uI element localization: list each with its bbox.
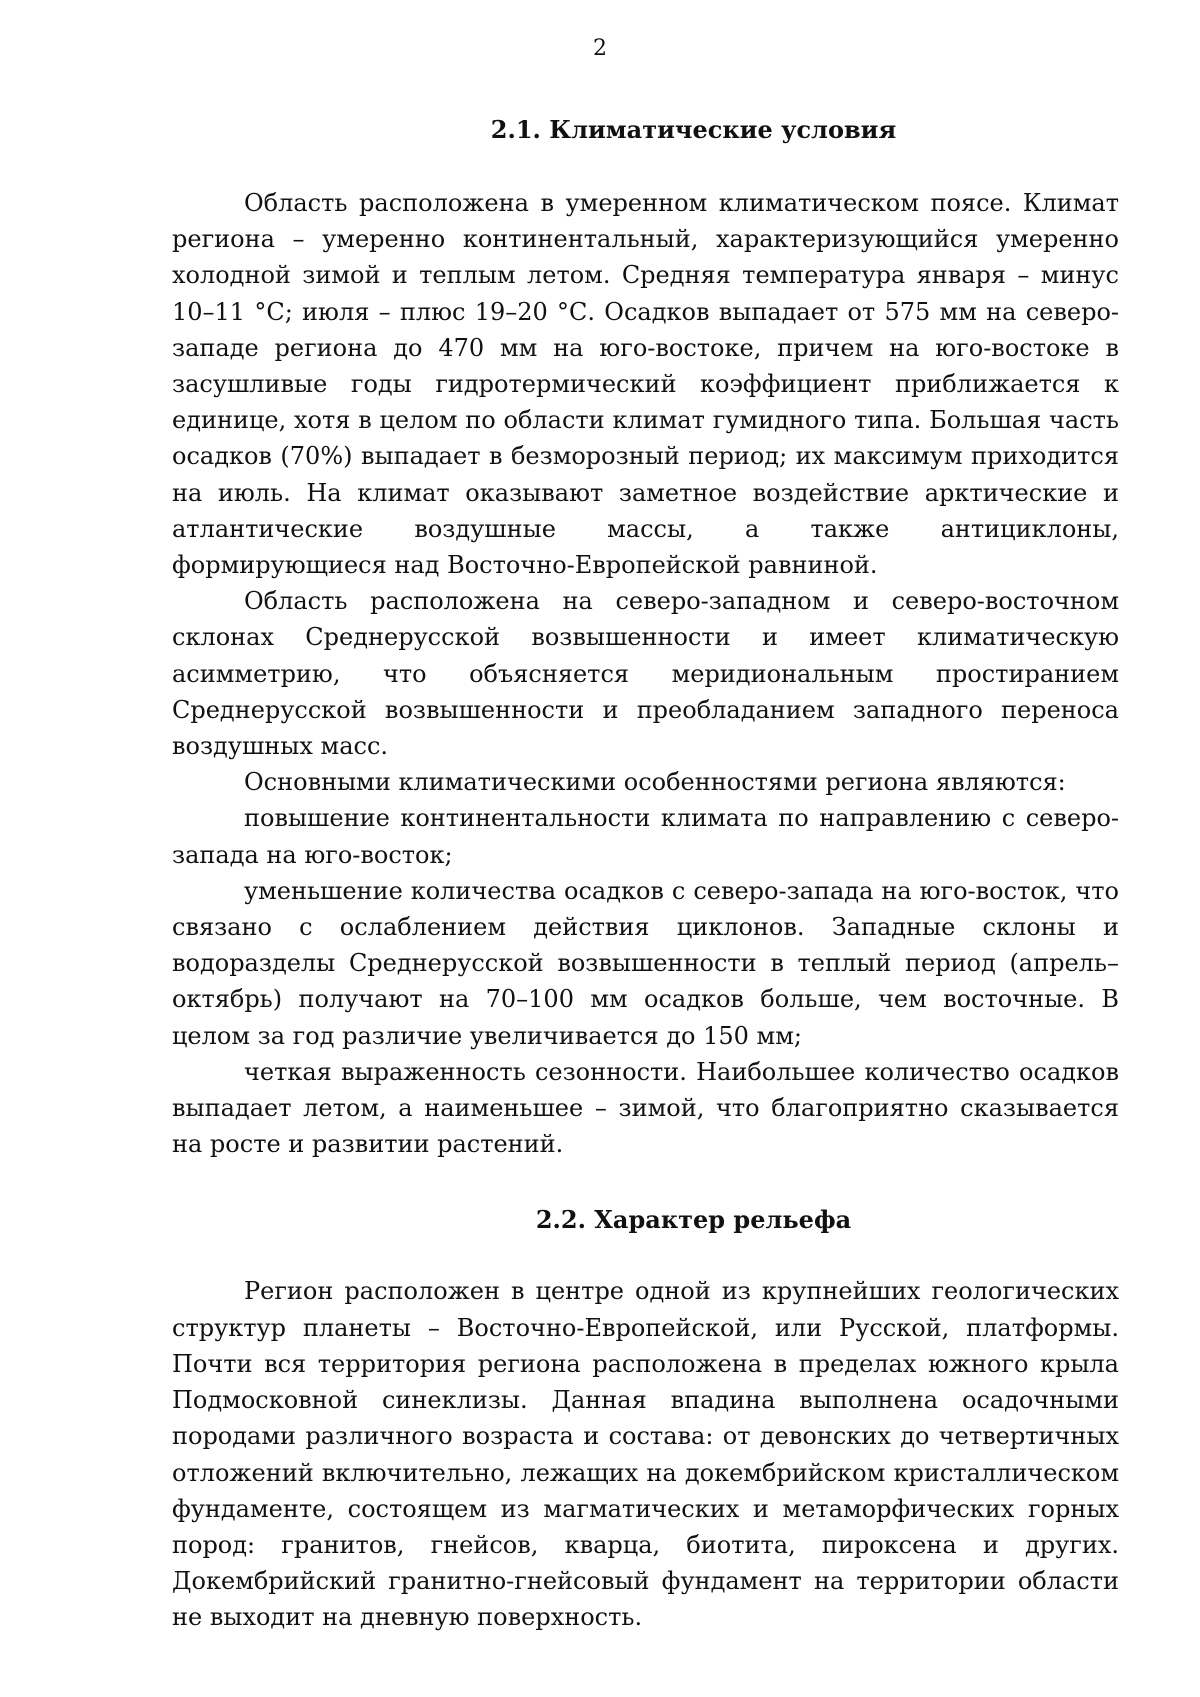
section-heading-relief: 2.2. Характер рельефа: [535, 1205, 852, 1235]
section-heading-climate: 2.1. Климатические условия: [490, 115, 897, 144]
list-item: уменьшение количества осадков с северо-запада на юго-восток, что связано с ослаблением действия циклонов. Западные склоны и водоразделы Среднерусской возвышенности в теплый период (апрель–октябрь) получают на 70–100 мм осадков больше, чем восточные. В целом за год различие увеличивается до 150 мм;: [172, 876, 1119, 1050]
paragraph: Область расположена в умеренном климатическом поясе. Климат региона – умеренно континентальный, характеризующийся умеренно холодной зимой и теплым летом. Средняя температура января – минус 10–11 °С; июля – плюс 19–20 °С. Осадков выпадает от 575 мм на северо-западе региона до 470 мм на юго-востоке, причем на юго-востоке в засушливые годы гидротермический коэффициент приближается к единице, хотя в целом по области климат гумидного типа. Большая часть осадков (70%) выпадает в безморозный период; их максимум приходится на июль. На климат оказывают заметное воздействие арктические и атлантические воздушные массы, а также антициклоны, формирующиеся над Восточно-Европейской равниной.: [172, 189, 1119, 580]
paragraph: Регион расположен в центре одной из крупнейших геологических структур планеты – Восточно-Европейской, или Русской, платформы. Почти вся территория региона расположена в пределах южного крыла Подмосковной синеклизы. Данная впадина выполнена осадочными породами различного возраста и состава: от девонских до четвертичных отложений включительно, лежащих на докембрийском кристаллическом фундаменте, состоящем из магматических и метаморфических горных пород: гранитов, гнейсов, кварца, биотита, пироксена и других. Докембрийский гранитно-гнейсовый фундамент на территории области не выходит на дневную поверхность.: [172, 1277, 1119, 1632]
page-number: 2: [593, 36, 607, 61]
list-item: повышение континентальности климата по направлению с северо-запада на юго-восток;: [172, 804, 1119, 869]
list-item: четкая выраженность сезонности. Наибольшее количество осадков выпадает летом, а наименьшее – зимой, что благоприятно сказывается на росте и развитии растений.: [172, 1057, 1119, 1159]
page-content: [172, 112, 1119, 1636]
paragraph: Основными климатическими особенностями региона являются:: [244, 768, 1066, 797]
paragraph: Область расположена на северо-западном и северо-восточном склонах Среднерусской возвышенности и имеет климатическую асимметрию, что объясняется меридиональным простиранием Среднерусской возвышенности и преобладанием западного переноса воздушных масс.: [172, 587, 1119, 761]
